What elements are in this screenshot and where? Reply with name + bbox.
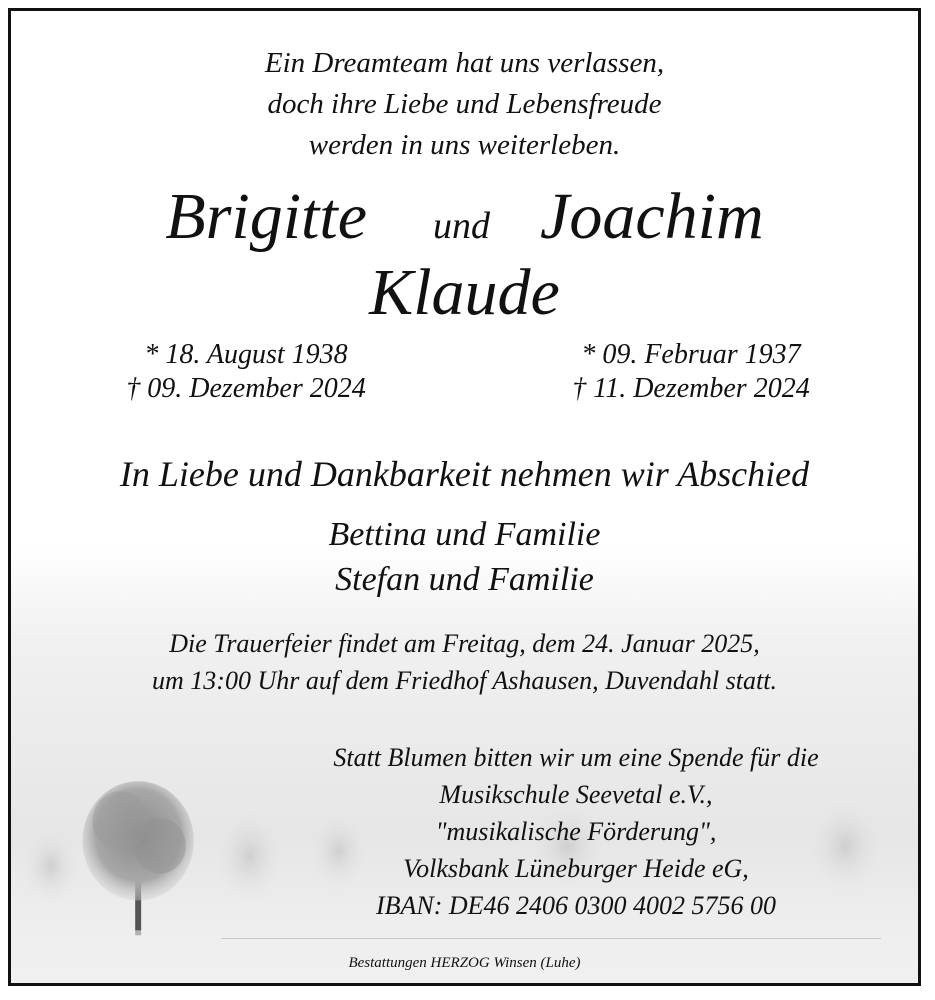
service-line: Die Trauerfeier findet am Freitag, dem 24. Januar 2025, bbox=[169, 629, 760, 658]
death-date: † 11. Dezember 2024 bbox=[572, 373, 810, 404]
birth-date: * 09. Februar 1937 bbox=[581, 339, 801, 370]
funeral-home-credit: Bestattungen HERZOG Winsen (Luhe) bbox=[348, 955, 581, 971]
names-row bbox=[11, 179, 918, 255]
second-person-name: Joachim bbox=[540, 180, 764, 253]
family-line: Bettina und Familie bbox=[328, 516, 601, 553]
birth-date: * 18. August 1938 bbox=[144, 339, 348, 370]
first-person-name: Brigitte bbox=[165, 180, 368, 253]
intro-line: Ein Dreamteam hat uns verlassen, bbox=[264, 47, 665, 79]
service-line: um 13:00 Uhr auf dem Friedhof Ashausen, Duvendahl statt. bbox=[152, 666, 777, 695]
family-line: Stefan und Familie bbox=[335, 561, 594, 598]
names-connector: und bbox=[433, 205, 491, 247]
intro-line: werden in uns weiterleben. bbox=[308, 129, 621, 161]
farewell-text: In Liebe und Dankbarkeit nehmen wir Abschied bbox=[119, 454, 810, 494]
donation-line: Statt Blumen bitten wir um eine Spende für die bbox=[333, 743, 819, 772]
donation-line: Volksbank Lüneburger Heide eG, bbox=[403, 854, 749, 883]
donation-iban: IBAN: DE46 2406 0300 4002 5756 00 bbox=[375, 891, 777, 920]
surname: Klaude bbox=[369, 256, 560, 329]
intro-line: doch ihre Liebe und Lebensfreude bbox=[267, 88, 662, 120]
death-date: † 09. Dezember 2024 bbox=[126, 373, 366, 404]
obituary-notice bbox=[8, 8, 921, 986]
dates-joachim bbox=[516, 339, 866, 405]
donation-line: Musikschule Seevetal e.V., bbox=[439, 780, 713, 809]
divider bbox=[221, 938, 881, 939]
donation-line: "musikalische Förderung", bbox=[435, 817, 717, 846]
dates-brigitte bbox=[71, 339, 421, 405]
